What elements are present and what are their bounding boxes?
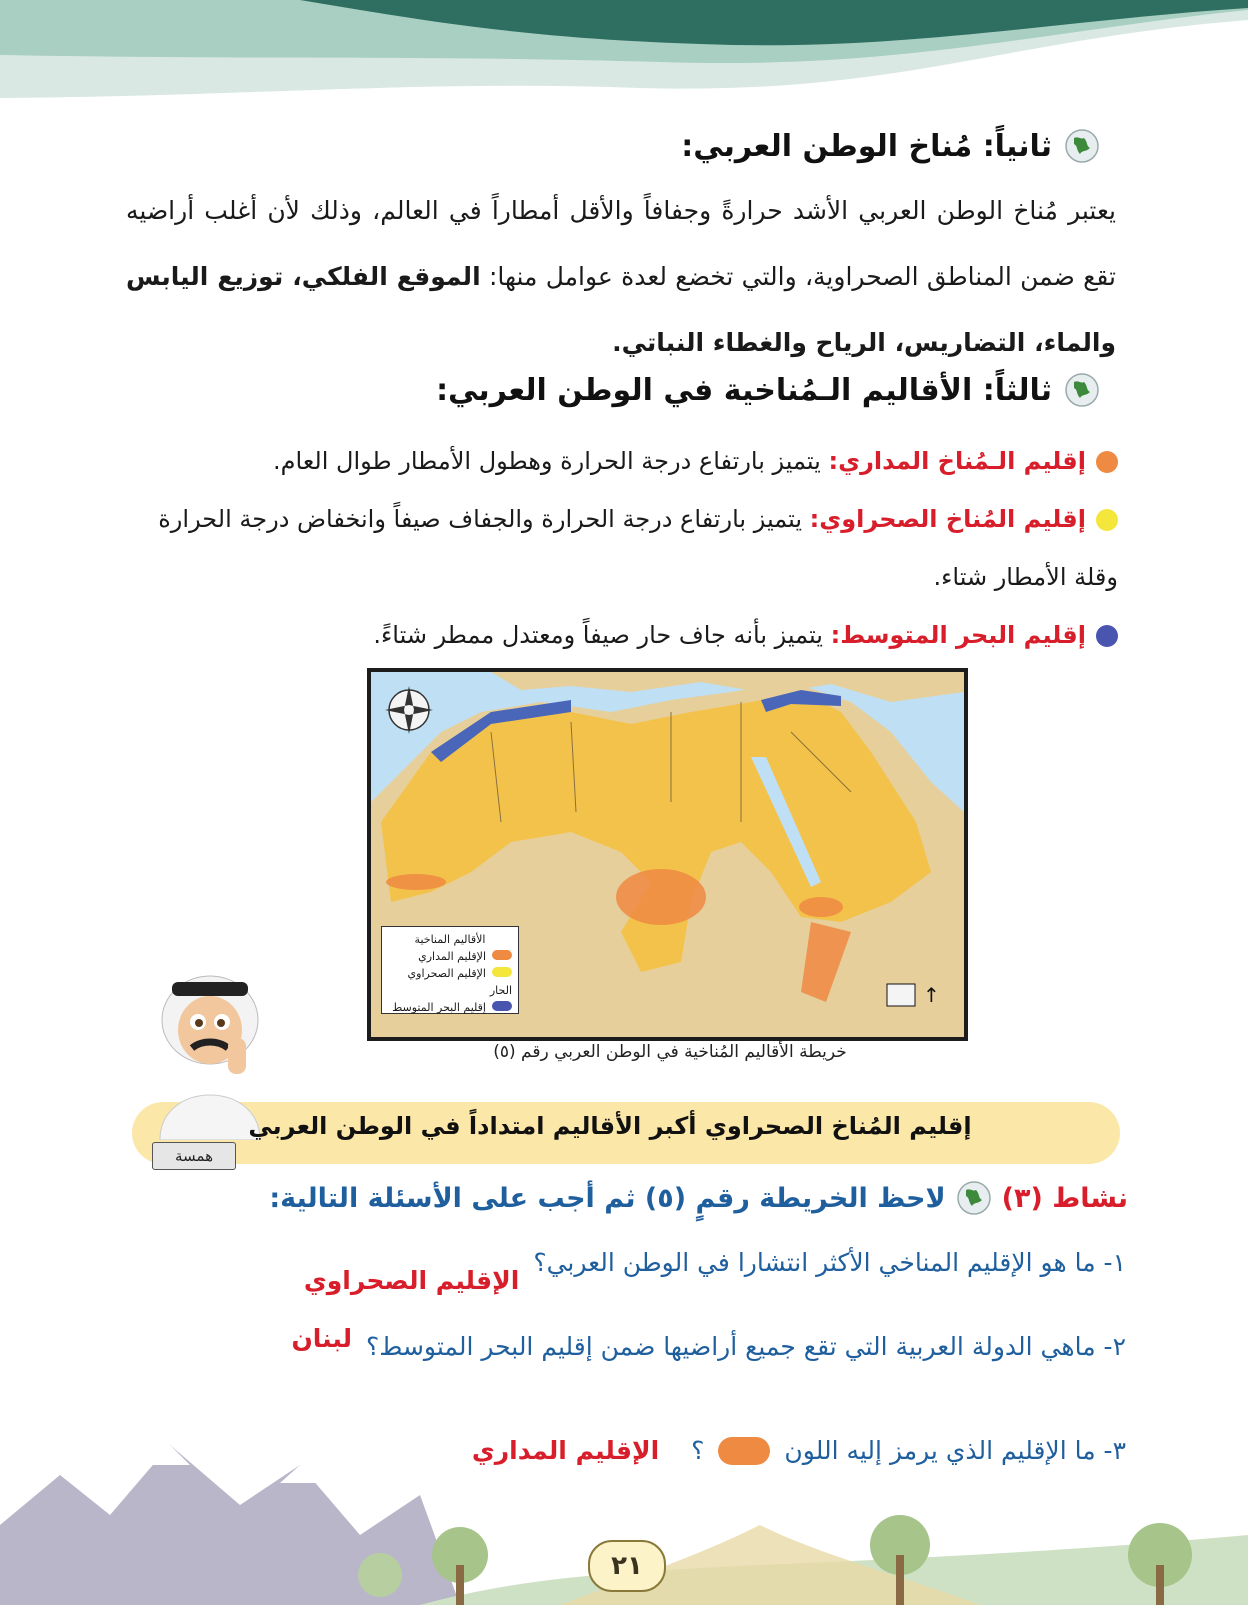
legend-title: الأقاليم المناخية [414, 933, 486, 946]
bullet-text: يتميز بأنه جاف حار صيفاً ومعتدل ممطر شتاءً. [373, 621, 831, 649]
page-number: ٢١ [588, 1540, 666, 1592]
answer-text: لبنان [291, 1324, 352, 1353]
map-legend [381, 926, 519, 1014]
section2-paragraph [126, 178, 1116, 376]
globe-icon [956, 1180, 992, 1216]
answer-text: الإقليم الصحراوي [303, 1266, 520, 1295]
yellow-swatch-icon [492, 967, 512, 977]
bullet-desert [128, 490, 1118, 606]
question-mark: ؟ [691, 1436, 705, 1465]
bullet-text: يتميز بارتفاع درجة الحرارة وهطول الأمطار طوال العام. [273, 447, 829, 475]
section3-heading [436, 372, 1100, 408]
legend-item-mediterranean [388, 999, 512, 1016]
section3-title: ثالثاً: الأقاليم الـمُناخية في الوطن العربي: [436, 372, 1052, 408]
section2-factors: الموقع الفلكي، توزيع اليابس والماء، التضاريس، الرياح والغطاء النباتي. [126, 262, 1116, 357]
question-1 [303, 1248, 1126, 1295]
question-text: ٢- ماهي الدولة العربية التي تقع جميع أراضيها ضمن إقليم البحر المتوسط؟ [365, 1332, 1126, 1361]
orange-swatch-icon [492, 950, 512, 960]
blue-swatch-icon [492, 1001, 512, 1011]
globe-icon [1064, 128, 1100, 164]
legend-label: الإقليم الصحراوي الحار [407, 967, 512, 997]
globe-icon [1064, 372, 1100, 408]
legend-label: إقليم البحر المتوسط [392, 1001, 486, 1014]
question-2 [291, 1324, 1126, 1361]
answer-text: الإقليم المداري [471, 1436, 660, 1465]
blue-dot-icon [1096, 625, 1118, 647]
bullet-name: إقليم المُناخ الصحراوي: [809, 505, 1086, 533]
bullet-text: يتميز بارتفاع درجة الحرارة والجفاف صيفاً وانخفاض درجة الحرارة وقلة الأمطار شتاء. [158, 505, 1118, 591]
yellow-dot-icon [1096, 509, 1118, 531]
activity-number: نشاط (٣) [1001, 1182, 1128, 1214]
bullet-name: إقليم الـمُناخ المداري: [828, 447, 1086, 475]
legend-item-desert [388, 965, 512, 999]
bullet-mediterranean [128, 606, 1118, 664]
whisper-tag: همسة [152, 1142, 236, 1170]
activity-title: لاحظ الخريطة رقمٍ (٥) ثم أجب على الأسئلة التالية: [269, 1182, 946, 1214]
bullet-tropical [128, 432, 1118, 490]
legend-label: الإقليم المداري [418, 950, 486, 963]
legend-item-tropical [388, 948, 512, 965]
north-arrow-icon: ↑ [923, 983, 940, 1007]
question-text: ١- ما هو الإقليم المناخي الأكثر انتشارا في الوطن العربي؟ [533, 1248, 1126, 1277]
top-wave-decoration [0, 0, 1248, 100]
map-caption: خريطة الأقاليم المُناخية في الوطن العربي رقم (٥) [493, 1042, 847, 1062]
climate-map [367, 668, 968, 1041]
orange-dot-icon [1096, 451, 1118, 473]
bullet-name: إقليم البحر المتوسط: [830, 621, 1086, 649]
section2-title: ثانياً: مُناخ الوطن العربي: [681, 128, 1052, 164]
section2-heading [681, 128, 1100, 164]
activity-header [269, 1180, 1128, 1216]
whisper-text: إقليم المُناخ الصحراوي أكبر الأقاليم امتداداً في الوطن العربي [248, 1112, 972, 1140]
section2-text: يعتبر مُناخ الوطن العربي الأشد حرارةً وجفافاً والأقل أمطاراً في العالم، وذلك لأن أغلب أراضيه تقع ضمن المناطق الصحراوية، والتي تخضع لعدة عوامل منها: [126, 196, 1116, 291]
question-text: ٣- ما الإقليم الذي يرمز إليه اللون [784, 1436, 1126, 1465]
